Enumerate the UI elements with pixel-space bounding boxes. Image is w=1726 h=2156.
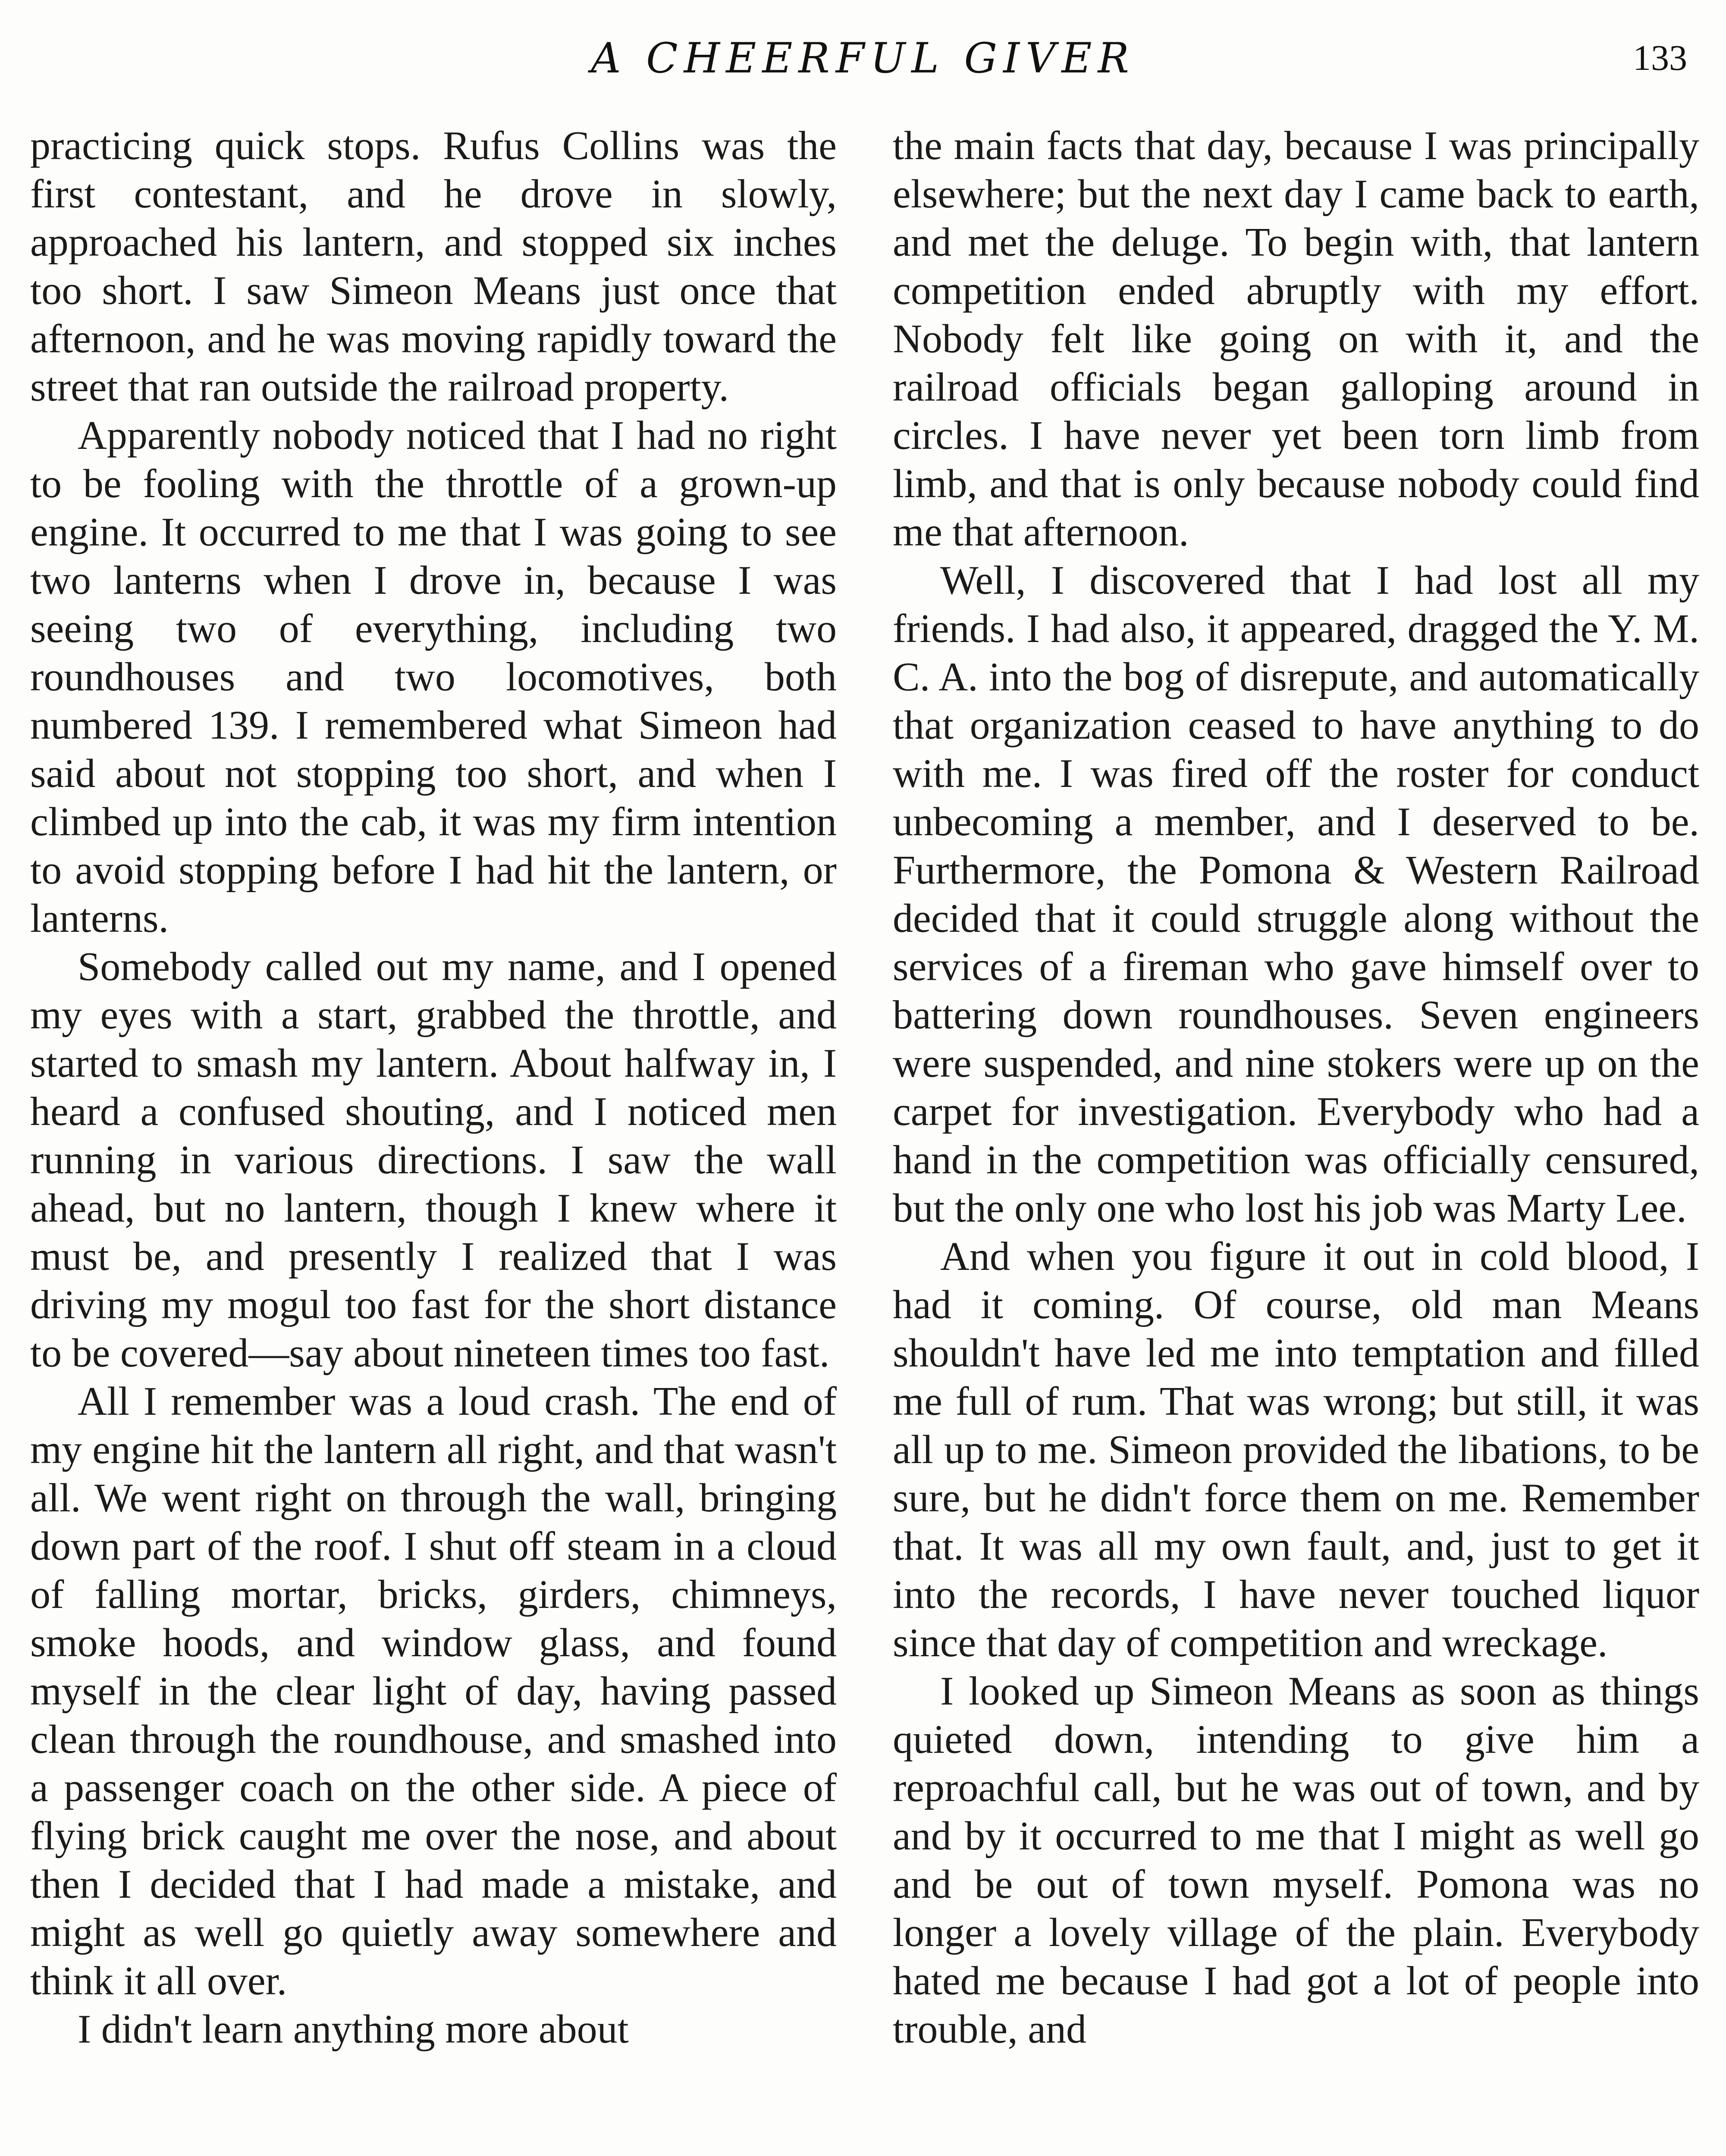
paragraph: Well, I discovered that I had lost all my friends. I had also, it appeared, dragged the Y. M. C. A. into the bog of disrepute, and automatically that organization ceased to have anything to do with me. I was fired off the roster for conduct unbecoming a member, and I deserved to be. Furthermore, the Pomona & Western Railroad decided that it could struggle along without the services of a fireman who gave himself over to battering down roundhouses. Seven engineers were suspended, and nine stokers were up on the carpet for investigation. Everybody who had a hand in the competition was officially censured, but the only one who lost his job was Marty Lee. bbox=[893, 558, 1699, 1231]
paragraph: Apparently nobody noticed that I had no right to be fooling with the throttle of a grown-up engine. It occurred to me that I was going to see two lanterns when I drove in, because I was seeing two of everything, including two roundhouses and two locomotives, both numbered 139. I remembered what Simeon had said about not stopping too short, and when I climbed up into the cab, it was my firm intention to avoid stopping before I had hit the lantern, or lanterns. bbox=[30, 413, 837, 941]
paragraph: practicing quick stops. Rufus Collins was the first contestant, and he drove in slowly, approached his lantern, and stopped six inches too short. I saw Simeon Means just once that afternoon, and he was moving rapidly toward the street that ran outside the railroad property. bbox=[30, 123, 837, 410]
running-title: A CHEERFUL GIVER bbox=[591, 34, 1135, 82]
paragraph: Somebody called out my name, and I opened my eyes with a start, grabbed the throttle, and started to smash my lantern. About halfway in, I heard a confused shouting, and I noticed men running in various directions. I saw the wall ahead, but no lantern, though I knew where it must be, and presently I realized that I was driving my mogul too fast for the short distance to be covered—say about nineteen times too fast. bbox=[30, 944, 837, 1376]
right-column bbox=[893, 122, 1699, 2053]
page-header bbox=[30, 30, 1696, 86]
paragraph: the main facts that day, because I was principally elsewhere; but the next day I came back to earth, and met the deluge. To begin with, that lantern competition ended abruptly with my effort. Nobody felt like going on with it, and the railroad officials began galloping around in circles. I have never yet been torn limb from limb, and that is only because nobody could find me that afternoon. bbox=[893, 123, 1699, 555]
paragraph: I didn't learn anything more about bbox=[78, 2007, 629, 2052]
left-column bbox=[30, 122, 837, 2053]
paragraph: All I remember was a loud crash. The end of my engine hit the lantern all right, and that wasn't all. We went right on through the wall, bringing down part of the roof. I shut off steam in a cloud of falling mortar, bricks, girders, chimneys, smoke hoods, and window glass, and found myself in the clear light of day, having passed clean through the roundhouse, and smashed into a passenger coach on the other side. A piece of flying brick caught me over the nose, and about then I decided that I had made a mistake, and might as well go quietly away somewhere and think it all over. bbox=[30, 1379, 837, 2003]
paragraph: And when you figure it out in cold blood, I had it coming. Of course, old man Means shouldn't have led me into temptation and filled me full of rum. That was wrong; but still, it was all up to me. Simeon provided the libations, to be sure, but he didn't force them on me. Remember that. It was all my own fault, and, just to get it into the records, I have never touched liquor since that day of competition and wreckage. bbox=[893, 1234, 1699, 1665]
paragraph: I looked up Simeon Means as soon as things quieted down, intending to give him a reproachful call, but he was out of town, and by and by it occurred to me that I might as well go and be out of town myself. Pomona was no longer a lovely village of the plain. Everybody hated me because I had got a lot of people into trouble, and bbox=[893, 1669, 1699, 2052]
page-number: 133 bbox=[1633, 38, 1687, 78]
